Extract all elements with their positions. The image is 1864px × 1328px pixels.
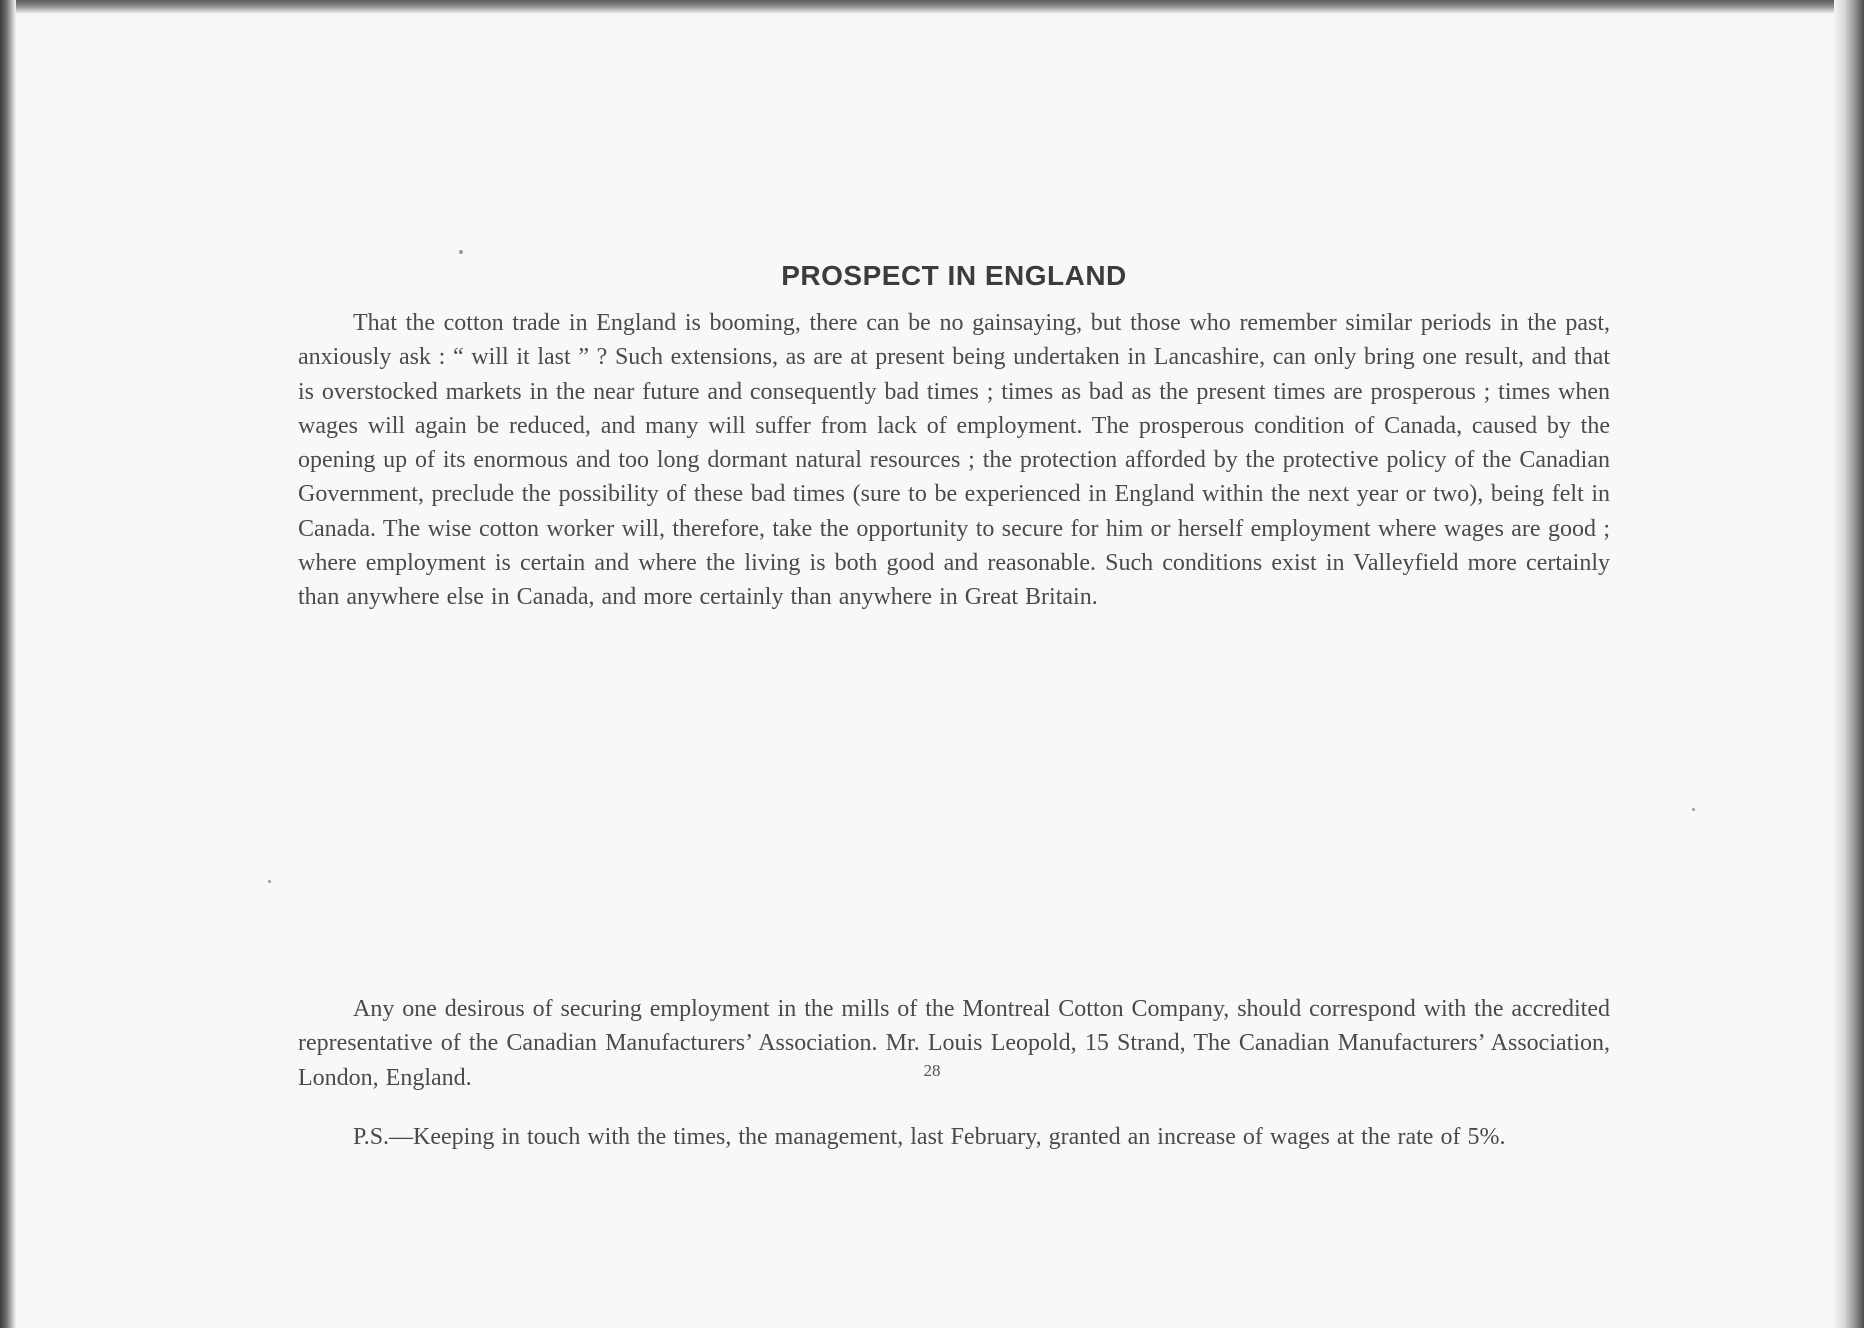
body-paragraph: Any one desirous of securing employment in the mills of the Montreal Cotton Company, should correspond with the accredited representative of the Canadian Manufacturers’ Association. Mr. Louis Leopold, 15 Strand, The Canadian Manufacturers’ Association, London, England.	[298, 996, 1610, 1091]
scan-speck	[268, 880, 271, 883]
page-title: PROSPECT IN ENGLAND	[781, 260, 1127, 291]
scan-left-edge	[0, 0, 16, 1328]
scan-speck	[459, 250, 463, 254]
postscript-paragraph: P.S.—Keeping in touch with the times, the management, last February, granted an increase of wages at the rate of 5%.	[353, 1124, 1506, 1150]
page-number: 28	[923, 1061, 941, 1080]
scan-right-edge	[1834, 0, 1864, 1328]
scan-speck	[1692, 808, 1695, 811]
body-paragraph: That the cotton trade in England is booming, there can be no gainsaying, but those who remember similar periods in the past, anxiously ask : “ will it last ” ? Such extensions, as are at present being undertaken in Lancashire, can only bring one result, and that is overstocked markets in the near future and consequently bad times ; times as bad as the present times are prosperous ; times when wages will again be reduced, and many will suffer from lack of employment. The prosperous condition of Canada, caused by the opening up of its enormous and too long dormant natural resources ; the protection afforded by the protective policy of the Canadian Government, preclude the possibility of these bad times (sure to be experienced in England within the next year or two), being felt in Canada. The wise cotton worker will, therefore, take the opportunity to secure for him or herself employment where wages are good ; where employment is certain and where the living is both good and reasonable. Such conditions exist in Valleyfield more certainly than anywhere else in Canada, and more certainly than anywhere in Great Britain.	[298, 310, 1610, 611]
